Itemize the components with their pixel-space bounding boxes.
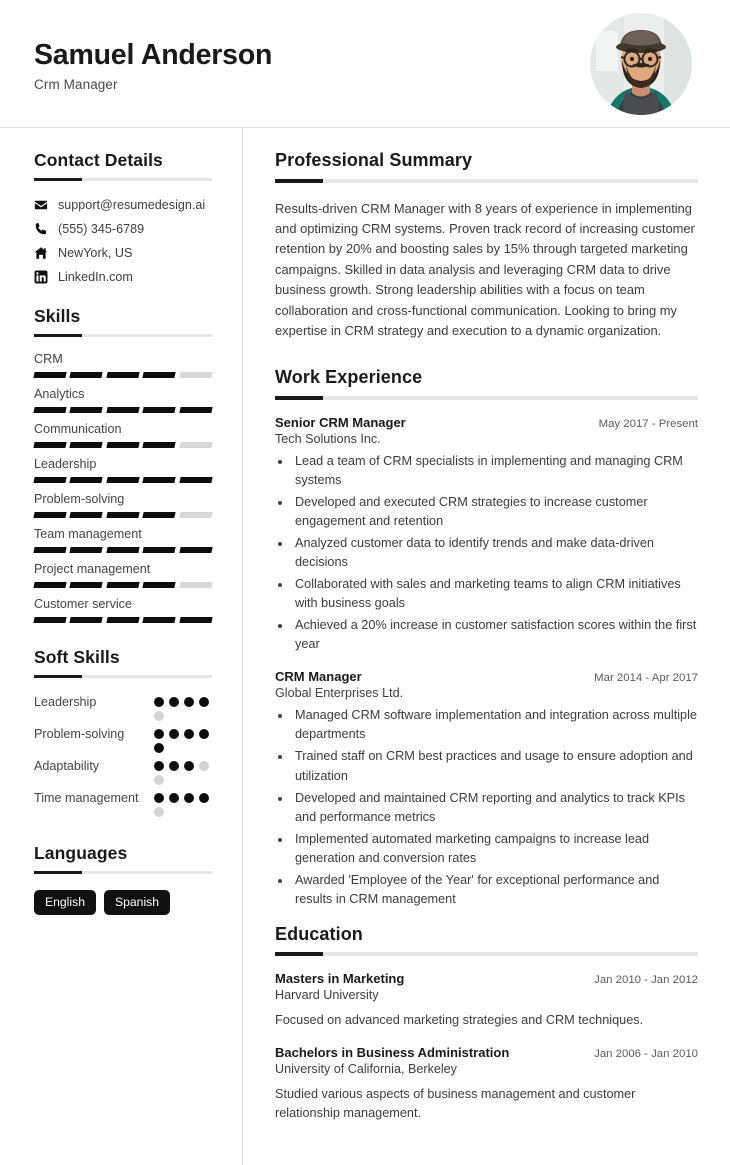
section-heading-soft-skills: Soft Skills — [34, 647, 120, 667]
skill-segment — [106, 477, 140, 483]
skill-item — [34, 596, 212, 623]
job-title: Crm Manager — [34, 77, 118, 93]
education-degree: Masters in Marketing — [275, 971, 405, 987]
section-languages — [34, 843, 212, 874]
skill-item — [34, 351, 212, 378]
skill-segment — [70, 442, 104, 448]
soft-skill-rating — [154, 693, 212, 721]
experience-bullet: • Collaborated with sales and marketing teams to align CRM initiatives with business goals — [292, 575, 698, 613]
home-icon — [34, 246, 48, 260]
heading-rule — [275, 396, 698, 400]
skill-level-bar — [34, 512, 212, 518]
experience-bullet: • Awarded 'Employee of the Year' for exceptional performance and results in CRM management — [292, 871, 698, 909]
skill-segment — [33, 372, 67, 378]
skill-segment — [179, 477, 213, 483]
experience-bullet: • Analyzed customer data to identify trends and make data-driven decisions — [292, 534, 698, 572]
soft-skill-item — [34, 757, 212, 785]
experience-role: CRM Manager — [275, 669, 362, 685]
experience-bullet: • Trained staff on CRM best practices and usage to ensure adoption and utilization — [292, 747, 698, 785]
skill-segment — [70, 547, 104, 553]
experience-list — [275, 415, 698, 909]
contact-item-linkedin[interactable] — [34, 270, 212, 284]
section-heading-summary: Professional Summary — [275, 150, 473, 170]
skill-segment — [33, 512, 67, 518]
skill-level-bar — [34, 617, 212, 623]
education-degree: Bachelors in Business Administration — [275, 1044, 510, 1060]
skill-item — [34, 386, 212, 413]
contact-value-phone: (555) 345-6789 — [58, 222, 145, 236]
skill-segment — [106, 617, 140, 623]
soft-skill-dot — [169, 793, 179, 803]
contact-value-location: NewYork, US — [58, 246, 133, 260]
heading-rule — [275, 179, 698, 183]
skill-segment — [33, 477, 67, 483]
soft-skill-rating — [154, 757, 212, 785]
skill-segment — [33, 442, 67, 448]
soft-skill-dot — [154, 793, 164, 803]
education-school: Harvard University — [275, 988, 379, 1003]
soft-skill-label: Leadership — [34, 695, 97, 709]
skill-label: Leadership — [34, 457, 97, 471]
skill-level-bar — [34, 442, 212, 448]
heading-rule — [34, 871, 212, 874]
skills-list — [34, 351, 212, 623]
skill-level-bar — [34, 407, 212, 413]
soft-skill-dot — [154, 761, 164, 771]
skill-label: Analytics — [34, 387, 85, 401]
avatar — [590, 13, 692, 115]
education-description: Focused on advanced marketing strategies and CRM techniques. — [275, 1013, 644, 1028]
skill-label: Customer service — [34, 597, 132, 611]
skill-label: CRM — [34, 352, 63, 366]
soft-skill-label: Time management — [34, 791, 139, 805]
contact-item-location[interactable] — [34, 246, 212, 260]
soft-skill-dot — [199, 729, 209, 739]
experience-bullets — [292, 452, 698, 654]
education-date: Jan 2010 - Jan 2012 — [594, 974, 698, 987]
section-work-experience — [275, 367, 698, 400]
skill-segment — [179, 617, 213, 623]
experience-bullet: • Achieved a 20% increase in customer satisfaction scores within the first year — [292, 616, 698, 654]
section-skills — [34, 306, 212, 337]
section-education — [275, 924, 698, 957]
education-date: Jan 2006 - Jan 2010 — [594, 1047, 698, 1060]
soft-skill-dot — [184, 793, 194, 803]
skill-segment — [143, 407, 177, 413]
soft-skill-dot — [154, 729, 164, 739]
soft-skills-list — [34, 693, 212, 817]
skill-item — [34, 491, 212, 518]
skill-level-bar — [34, 477, 212, 483]
section-heading-experience: Work Experience — [275, 367, 423, 388]
skill-segment — [33, 547, 67, 553]
experience-item — [275, 669, 698, 908]
contact-value-linkedin: LinkedIn.com — [58, 270, 133, 284]
skill-segment — [106, 407, 140, 413]
envelope-icon — [34, 198, 48, 212]
education-list — [275, 971, 698, 1122]
soft-skill-item — [34, 693, 212, 721]
skill-segment — [143, 547, 177, 553]
experience-bullet: • Managed CRM software implementation and integration across multiple departments — [292, 706, 698, 744]
language-tag[interactable]: Spanish — [104, 890, 170, 915]
page-title: Samuel Anderson — [34, 38, 273, 71]
skill-segment — [179, 442, 213, 448]
experience-role: Senior CRM Manager — [275, 414, 406, 430]
language-tag[interactable]: English — [34, 890, 96, 915]
soft-skill-dot — [154, 711, 164, 721]
experience-date: May 2017 - Present — [598, 417, 698, 430]
experience-bullet: • Developed and maintained CRM reporting and analytics to track KPIs and performance metrics — [292, 789, 698, 827]
skill-segment — [179, 582, 213, 588]
soft-skill-item — [34, 789, 212, 817]
skill-item — [34, 526, 212, 553]
soft-skill-dot — [199, 761, 209, 771]
skill-segment — [70, 477, 104, 483]
experience-bullet: • Implemented automated marketing campaigns to increase lead generation and conversion rates — [292, 830, 698, 868]
education-header — [275, 971, 698, 986]
skill-segment — [33, 582, 67, 588]
skill-segment — [70, 582, 104, 588]
soft-skill-dot — [169, 697, 179, 707]
experience-bullet: • Lead a team of CRM specialists in implementing and managing CRM systems — [292, 452, 698, 490]
skill-segment — [179, 407, 213, 413]
skill-segment — [33, 617, 67, 623]
education-description: Studied various aspects of business management and customer relationship management. — [275, 1086, 636, 1120]
skill-segment — [143, 477, 177, 483]
skill-segment — [179, 512, 213, 518]
contact-item-phone[interactable] — [34, 222, 212, 236]
skill-segment — [106, 512, 140, 518]
skill-segment — [106, 582, 140, 588]
education-school: University of California, Berkeley — [275, 1061, 457, 1076]
contact-value-email: support@resumedesign.ai — [58, 198, 206, 212]
soft-skill-label: Problem-solving — [34, 727, 125, 741]
skill-segment — [106, 372, 140, 378]
header-identity — [34, 35, 272, 93]
skill-segment — [70, 617, 104, 623]
experience-organization: Global Enterprises Ltd. — [275, 686, 404, 701]
heading-rule — [34, 178, 212, 181]
skill-segment — [179, 547, 213, 553]
soft-skill-dot — [169, 761, 179, 771]
skill-segment — [143, 372, 177, 378]
experience-header — [275, 415, 698, 430]
skill-segment — [179, 372, 213, 378]
education-header — [275, 1045, 698, 1060]
section-heading-contact: Contact Details — [34, 150, 163, 170]
skill-item — [34, 421, 212, 448]
soft-skill-dot — [154, 807, 164, 817]
skill-label: Project management — [34, 562, 151, 576]
soft-skill-label: Adaptability — [34, 759, 100, 773]
section-heading-skills: Skills — [34, 306, 81, 326]
skill-item — [34, 561, 212, 588]
skill-segment — [33, 407, 67, 413]
experience-date: Mar 2014 - Apr 2017 — [594, 672, 698, 685]
experience-bullet: • Developed and executed CRM strategies to increase customer engagement and retention — [292, 493, 698, 531]
skill-segment — [70, 372, 104, 378]
resume-header — [0, 0, 730, 128]
skill-label: Problem-solving — [34, 492, 125, 506]
skill-segment — [143, 582, 177, 588]
section-contact-details — [34, 150, 212, 181]
summary-text: Results-driven CRM Manager with 8 years of experience in implementing and optimizing CRM systems. Proven track record of increasing customer retention by 20% and boosting sales by 15% through targeted marketing campaigns. Skilled in data analysis and leveraging CRM data to drive business growth. Strong leadership abilities with a focus on team collaboration and cross-functional communication. Looking to bring my expertise in CRM strategy and execution to a dynamic organization. — [275, 200, 695, 338]
experience-bullets — [292, 706, 698, 908]
skill-segment — [106, 442, 140, 448]
heading-rule — [275, 952, 698, 956]
skill-level-bar — [34, 582, 212, 588]
skill-segment — [143, 512, 177, 518]
soft-skill-dot — [154, 743, 164, 753]
soft-skill-rating — [154, 789, 212, 817]
experience-header — [275, 669, 698, 684]
skill-segment — [143, 442, 177, 448]
soft-skill-dot — [184, 697, 194, 707]
sidebar — [0, 128, 243, 1165]
section-professional-summary — [275, 150, 698, 183]
experience-organization: Tech Solutions Inc. — [275, 431, 381, 446]
skill-segment — [70, 407, 104, 413]
soft-skill-dot — [169, 729, 179, 739]
soft-skill-dot — [199, 793, 209, 803]
soft-skill-dot — [199, 697, 209, 707]
section-heading-languages: Languages — [34, 843, 128, 863]
skill-item — [34, 456, 212, 483]
heading-rule — [34, 675, 212, 678]
education-item — [275, 971, 698, 1030]
contact-item-email[interactable] — [34, 198, 212, 212]
experience-item — [275, 415, 698, 654]
phone-icon — [34, 222, 48, 236]
linkedin-icon — [34, 270, 48, 284]
soft-skill-item — [34, 725, 212, 753]
resume-body — [0, 128, 730, 1165]
skill-level-bar — [34, 547, 212, 553]
skill-level-bar — [34, 372, 212, 378]
skill-segment — [70, 512, 104, 518]
skill-label: Team management — [34, 527, 142, 541]
soft-skill-rating — [154, 725, 212, 753]
skill-segment — [106, 547, 140, 553]
skill-label: Communication — [34, 422, 122, 436]
soft-skill-dot — [184, 729, 194, 739]
languages-list — [34, 890, 212, 915]
skill-segment — [143, 617, 177, 623]
soft-skill-dot — [154, 697, 164, 707]
soft-skill-dot — [184, 761, 194, 771]
section-soft-skills — [34, 647, 212, 678]
education-item — [275, 1045, 698, 1123]
section-heading-education: Education — [275, 923, 363, 944]
heading-rule — [34, 334, 212, 337]
main-content — [243, 128, 730, 1165]
soft-skill-dot — [154, 775, 164, 785]
contact-list — [34, 198, 212, 284]
